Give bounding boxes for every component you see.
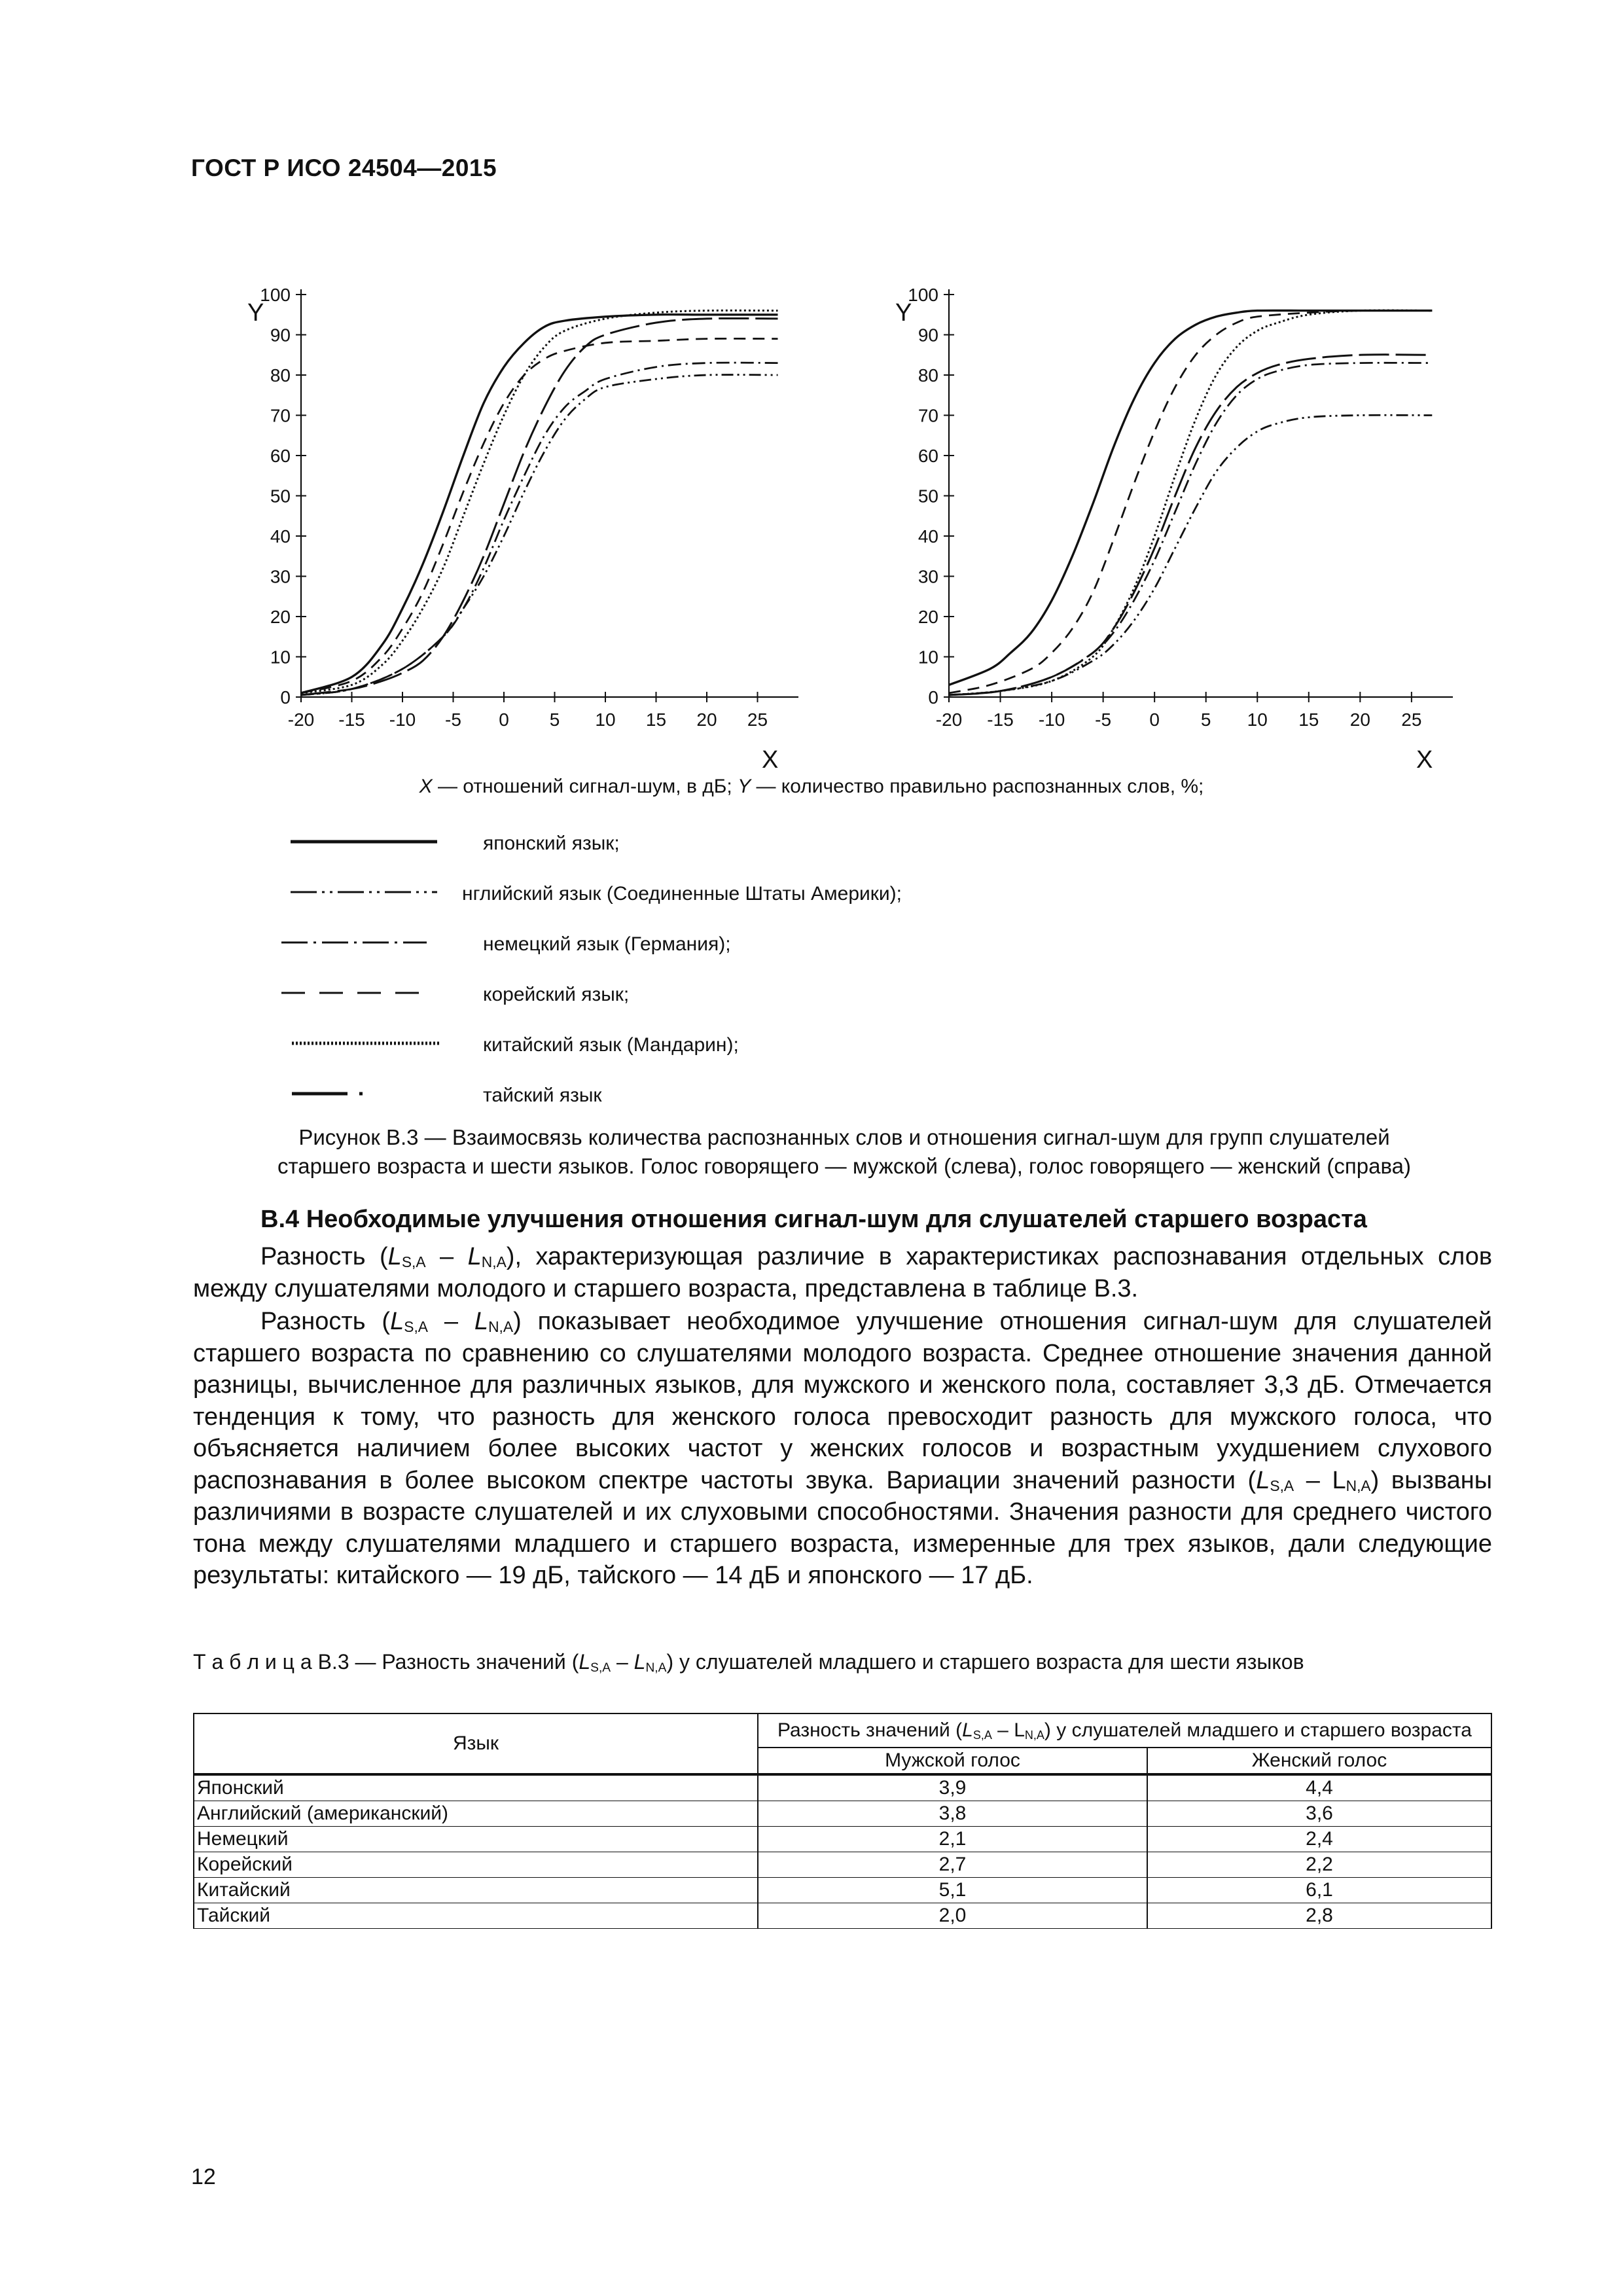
chart-female-voice <box>890 262 1466 772</box>
x-tick-label: -15 <box>338 709 365 730</box>
cell-male: 2,1 <box>758 1827 1147 1852</box>
p2-ls-symbol-2: L <box>1256 1466 1270 1494</box>
y-axis-label: Y <box>895 299 912 327</box>
y-tick-label: 100 <box>260 285 291 305</box>
table-title-ls-sub: S,A <box>590 1661 611 1675</box>
legend-label: немецкий язык (Германия); <box>483 933 731 955</box>
p2-ls-sub-2: S,A <box>1270 1477 1294 1494</box>
y-tick-label: 80 <box>270 365 291 386</box>
cell-language: Английский (американский) <box>194 1801 758 1827</box>
cell-male: 2,0 <box>758 1903 1147 1929</box>
y-tick-label: 10 <box>918 647 938 668</box>
series-line-dash-dot <box>301 363 778 695</box>
x-tick-label: 5 <box>1200 709 1211 730</box>
table-title-ln: L <box>633 1650 646 1674</box>
col-diff-text-b: ) у слушателей младшего и старшего возраста <box>1044 1719 1472 1741</box>
x-tick-label: 0 <box>499 709 509 730</box>
figure-caption-line1: Рисунок В.3 — Взаимосвязь количества распознанных слов и отношения сигнал-шум для групп слушателей <box>298 1125 1390 1149</box>
col-diff-ls: L <box>962 1719 973 1741</box>
table-title-a: Т а б л и ц а В.3 — Разность значений ( <box>193 1650 579 1674</box>
cell-male: 3,9 <box>758 1774 1147 1801</box>
y-tick-label: 90 <box>918 325 938 346</box>
p2-ls-symbol: L <box>390 1308 404 1335</box>
x-tick-label: -5 <box>1095 709 1112 730</box>
legend-label: корейский язык; <box>483 984 630 1005</box>
y-tick-label: 20 <box>918 607 938 627</box>
legend-item-thai <box>275 1078 1126 1128</box>
x-tick-label: -10 <box>1038 709 1065 730</box>
series-line-dotted <box>949 310 1432 695</box>
p1-ls-symbol: L <box>387 1243 402 1270</box>
y-tick-label: 70 <box>270 405 291 426</box>
x-tick-label: 10 <box>1247 709 1268 730</box>
table-title-b: ) у слушателей младшего и старшего возраста для шести языков <box>666 1650 1304 1674</box>
col-diff-text-a: Разность значений ( <box>777 1719 963 1741</box>
y-tick-label: 60 <box>270 446 291 466</box>
y-tick-label: 30 <box>918 566 938 587</box>
p1-minus: – <box>425 1243 468 1270</box>
p1-text-a: Разность ( <box>260 1243 388 1270</box>
x-tick-label: 0 <box>1149 709 1160 730</box>
data-table <box>193 1713 1492 1929</box>
x-tick-label: 25 <box>747 709 768 730</box>
col-header-female: Женский голос <box>1147 1748 1491 1774</box>
table-row <box>194 1852 1491 1878</box>
x-tick-label: 20 <box>696 709 717 730</box>
p1-text-b: ), характеризующая различие в характеристиках распознавания отдельных слов между слушателями молодого и старшего возраста, представлена в таблице В.3. <box>193 1243 1493 1302</box>
col-diff-minus: – <box>991 1719 1014 1741</box>
y-tick-label: 90 <box>270 325 291 346</box>
cell-female: 4,4 <box>1147 1774 1491 1801</box>
legend-label: тайский язык <box>483 1085 602 1106</box>
legend-swatch-dash-dot-dot <box>275 876 445 909</box>
x-axis-label: X <box>1416 746 1433 772</box>
table-row <box>194 1827 1491 1852</box>
legend-item-japanese <box>275 826 1126 876</box>
cell-male: 3,8 <box>758 1801 1147 1827</box>
series-line-long-dash <box>301 318 778 694</box>
legend-item-korean <box>275 977 1126 1028</box>
cell-female: 6,1 <box>1147 1878 1491 1903</box>
p2-ln-symbol-2: L <box>1332 1466 1346 1494</box>
legend-swatch-dashed <box>275 977 445 1010</box>
series-line-solid <box>301 315 778 693</box>
x-tick-label: 20 <box>1349 709 1370 730</box>
col-diff-ls-sub: S,A <box>972 1729 992 1742</box>
table-title <box>193 1650 1304 1674</box>
cell-language: Немецкий <box>194 1827 758 1852</box>
chart-male-voice <box>242 262 812 772</box>
x-tick-label: -20 <box>287 709 315 730</box>
page-number: 12 <box>191 2164 216 2189</box>
col-header-difference <box>758 1713 1491 1748</box>
cell-language: Японский <box>194 1774 758 1801</box>
y-tick-label: 50 <box>270 486 291 507</box>
cell-female: 2,2 <box>1147 1852 1491 1878</box>
p1-ln-symbol: L <box>467 1243 482 1270</box>
x-tick-label: 5 <box>549 709 560 730</box>
series-line-dash-dot <box>949 363 1432 695</box>
p2-text-a: Разность ( <box>260 1308 391 1335</box>
figure-caption-line2: старшего возраста и шести языков. Голос говорящего — мужской (слева), голос говорящего — женский (справа) <box>277 1154 1411 1178</box>
series-line-dash-dot-dot <box>301 375 778 695</box>
legend-swatch-dash-dot <box>275 927 445 960</box>
section-title: В.4 Необходимые улучшения отношения сигнал-шум для слушателей старшего возраста <box>260 1206 1367 1233</box>
axis-caption-x-text: — отношений сигнал-шум, в дБ; <box>432 776 738 797</box>
table-title-minus: – <box>611 1650 634 1674</box>
x-tick-label: -10 <box>389 709 416 730</box>
table-row <box>194 1801 1491 1827</box>
y-tick-label: 0 <box>280 687 291 708</box>
x-tick-label: -20 <box>935 709 963 730</box>
x-tick-label: 10 <box>595 709 616 730</box>
legend-swatch-long-dash <box>275 1078 445 1111</box>
p1-ls-sub: S,A <box>401 1253 426 1270</box>
p2-minus: – <box>427 1308 474 1335</box>
p2-ln-sub: N,A <box>488 1318 514 1335</box>
y-tick-label: 40 <box>270 526 291 547</box>
cell-male: 2,7 <box>758 1852 1147 1878</box>
col-header-language: Язык <box>194 1713 758 1774</box>
y-tick-label: 80 <box>918 365 938 386</box>
table-title-ls: L <box>579 1650 591 1674</box>
x-tick-label: -15 <box>987 709 1014 730</box>
legend-swatch-dotted <box>275 1028 445 1060</box>
paragraph-2 <box>193 1306 1492 1592</box>
cell-language: Тайский <box>194 1903 758 1929</box>
figure-caption <box>193 1123 1495 1181</box>
legend-label: японский язык; <box>483 833 620 854</box>
axis-caption <box>0 776 1623 798</box>
document-header: ГОСТ Р ИСО 24504—2015 <box>191 154 497 181</box>
y-tick-label: 100 <box>908 285 938 305</box>
p2-text-b: ) показывает необходимое улучшение отношения сигнал-шум для слушателей старшего возраста по сравнению со слушателями молодого возраста. Среднее отношение значения данной разницы, вычисленное для различных языков, для мужского и женского пола, составляет 3,3 дБ. Отмечается тенденция к тому, что разность для женского голоса превосходит разность для мужского голоса, что объясняется наличием более высоких частот у женских голосов и возрастным ухудшением слухового распознавания в более высоком спектре частоты звука. Вариации значений разности ( <box>193 1308 1493 1494</box>
legend <box>275 826 1126 1128</box>
x-tick-label: 15 <box>645 709 667 730</box>
x-axis-label: X <box>762 746 779 772</box>
cell-female: 2,8 <box>1147 1903 1491 1929</box>
legend-label: нглийский язык (Соединенные Штаты Америки); <box>462 883 902 905</box>
series-line-dotted <box>301 310 778 693</box>
col-diff-ln-sub: N,A <box>1024 1729 1044 1742</box>
paragraph-1 <box>193 1241 1492 1304</box>
series-line-dashed <box>949 310 1432 693</box>
p2-ls-sub: S,A <box>404 1318 428 1335</box>
table-row <box>194 1878 1491 1903</box>
y-tick-label: 70 <box>918 405 938 426</box>
p2-ln-sub-2: N,A <box>1346 1477 1371 1494</box>
x-tick-label: -5 <box>445 709 461 730</box>
cell-female: 3,6 <box>1147 1801 1491 1827</box>
x-tick-label: 25 <box>1401 709 1422 730</box>
x-tick-label: 15 <box>1298 709 1319 730</box>
y-tick-label: 10 <box>270 647 291 668</box>
table-row <box>194 1774 1491 1801</box>
axis-caption-y-text: — количество правильно распознанных слов, %; <box>751 776 1204 797</box>
legend-item-english <box>275 876 1126 927</box>
cell-female: 2,4 <box>1147 1827 1491 1852</box>
y-tick-label: 50 <box>918 486 938 507</box>
p2-text-c: ) вызваны различиями в возрасте слушателей и их слуховыми способностями. Значения разности для среднего чистого тона между слушателями младшего и старшего возраста, измеренные для трех языков, дали следующие результаты: китайского — 19 дБ, тайского — 14 дБ и японского — 17 дБ. <box>193 1466 1493 1589</box>
y-tick-label: 0 <box>928 687 938 708</box>
cell-language: Корейский <box>194 1852 758 1878</box>
legend-swatch-solid <box>275 826 445 859</box>
p2-minus-2: – <box>1294 1466 1332 1494</box>
legend-item-chinese <box>275 1028 1126 1078</box>
axis-caption-y-symbol: Y <box>738 776 751 797</box>
p1-ln-sub: N,A <box>481 1253 507 1270</box>
y-axis-label: Y <box>247 299 264 327</box>
y-tick-label: 40 <box>918 526 938 547</box>
table-row <box>194 1903 1491 1929</box>
axis-caption-x-symbol: X <box>419 776 433 797</box>
cell-male: 5,1 <box>758 1878 1147 1903</box>
cell-language: Китайский <box>194 1878 758 1903</box>
legend-item-german <box>275 927 1126 977</box>
p2-ln-symbol: L <box>474 1308 489 1335</box>
y-tick-label: 60 <box>918 446 938 466</box>
table-title-ln-sub: N,A <box>645 1661 667 1675</box>
y-tick-label: 30 <box>270 566 291 587</box>
series-line-dashed <box>301 338 778 693</box>
col-diff-ln: L <box>1014 1719 1025 1741</box>
col-header-male: Мужской голос <box>758 1748 1147 1774</box>
y-tick-label: 20 <box>270 607 291 627</box>
legend-label: китайский язык (Мандарин); <box>483 1034 739 1056</box>
series-line-solid <box>949 310 1432 685</box>
